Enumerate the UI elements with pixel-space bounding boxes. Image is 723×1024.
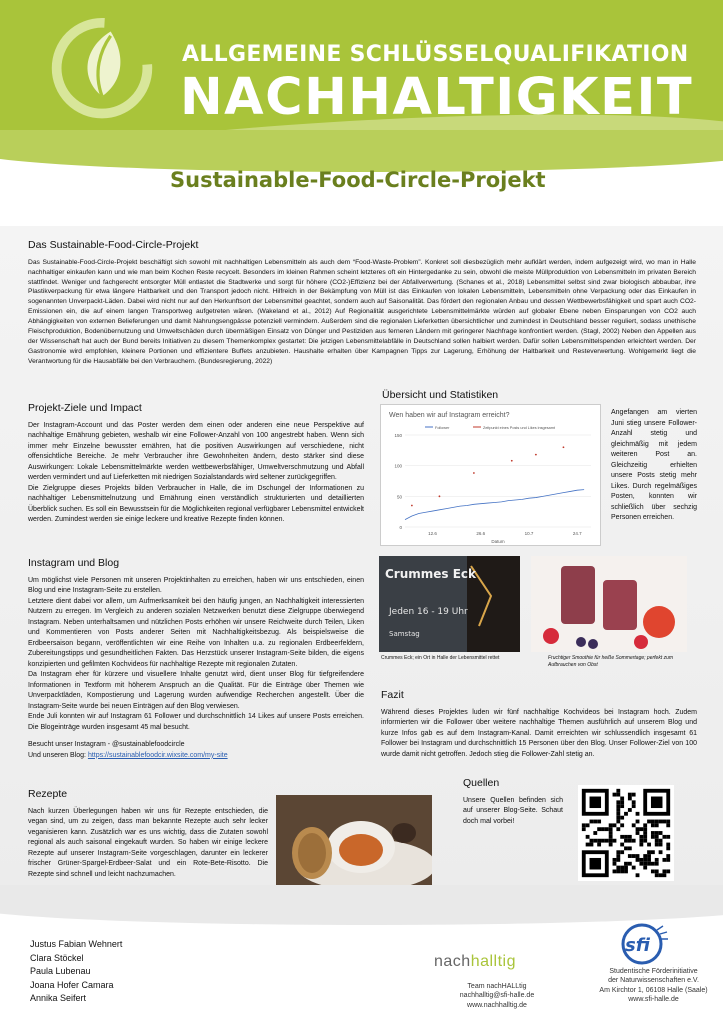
- author-name: Paula Lubenau: [30, 966, 91, 976]
- sfi-line: Am Kirchtor 1, 06108 Halle (Saale): [599, 986, 708, 994]
- sfi-contact: [596, 967, 711, 1005]
- post-point: [473, 472, 475, 474]
- recipes-text: Nach kurzen Überlegungen haben wir uns für Rezepte entschieden, die vegan sind, um zu zeigen, dass man bekannte Rezepte auch sehr lecker veganisieren kann. Zusätzlich war es uns wichtig, dass die Zutaten sowohl regional als auch saisonal eingekauft wurden. So haben wir einige leckere Rezepte auf unserer Instagram-Seite vorgeschlagen, darunter ein leckerer frischer Grüner-Spargel-Erdbeer-Salat und ein Rote-Bete-Risotto. Die Rezepte sind schnell und leicht nachzumachen.: [28, 807, 268, 878]
- instagram-handle: Besucht unser Instagram - @sustainablefoodcircle: [28, 741, 185, 749]
- qr-code-icon[interactable]: [578, 785, 674, 881]
- author-names: [30, 938, 122, 1006]
- goals-text-2: Die Zielgruppe dieses Projekts bilden Verbraucher in Halle, die im Dschungel der Informationen zu nachhaltiger Lebensmittelnutzung und Ernährung einen verständlich strukturierten und detaillierten Überblick suchen. Es soll ein Bewusstsein für die Möglichkeiten regional verfügbarer Lebensmittel entwickelt werden. Zumindest werden sie einige leckere und kreative Rezepte finden können.: [28, 484, 364, 524]
- nachhalltig-contact: [432, 982, 562, 1010]
- intro-text: Das Sustainable-Food-Circle-Projekt beschäftigt sich sowohl mit nachhaltigen Lebensmitteln als auch dem “Food-Waste-Problem”. Konkret soll diesbezüglich mehr aufklärt werden, indem aufgezeigt wird, wo man in Halle nachhaltiger einkaufen kann und wie man beim Kochen Reste recycelt. Besonders im kleinen Rahmen scheint letzteres oft ein Hintergedanke zu sein, obwohl die meiste Müllproduktion von Lebensmitteln im privaten Bereich stattfindet. Weniger und fachgerecht entsorgter Müll entlastet die Stadtwerke und sorgt für höhere (CO2-)Effizienz bei der Abfallverwertung. (Schanes et al., 2018) Lebensmittel selbst sind zwar biologisch abbaubar, ihre Plastikverpackung für etwa längere Haltbarkeit und den Transport jedoch nicht. Hilfreich in der Bekämpfung von Müll ist das Einkaufen von lokalen Lebensmitteln, Lebensmitteln ohne Verpackung oder das Einkaufen in sogenannten Unverpackt-Läden. Dabei wird nicht nur auf den Herkunftsort der Lebensmittel geachtet, sondern auch auf Saisonalität. Das fördert den regionalen Anbau und dessen Wettbewerbsfähigkeit und spart auch CO2-Emissionen ein, die auf einem langen Transportweg aufgetreten wären. (Wakeland et al., 2012) Auf Regionalität ausgerichtete Lebensmittelmärkte würden auf globaler Ebene neben Einsparungen von CO2 auch Abhängigkeiten von externen Belieferungen und damit Nahrungsengpässe potenziell vermindern. Außerdem sind die regionalen Lieferketten übersichtlicher und zumindest in Deutschland besser reguliert, sodass unethische Fleischproduktion, Bodenübernutzung und Umweltschäden durch übermäßigen Einsatz von Dünger und Pestiziden aus ferneren Ländern mit geringerer Nachfrage konfrontiert werden. (Stagl, 2002) Neben den Appellen aus der Wissenschaft hat auch der Bund bereits Initiativen zu diesem Themenkomplex gestartet: Die jetzigen Lebensmittelabfälle in Deutschland sollen halbiert werden. Dafür sollen Lebensmittelspenden erleichtert werden. Der Gastronomie wird empfohlen, kleinere Portionen und effizientere Buffets anzubieten. Haushalte erhalten über Kampagnen Tipps zur Lagerung, Erhöhung der Haltbarkeit und Resteverwertung. Wohlgemerkt liegt die Verantwortung für die Hausabfälle bei den Verbrauchern. (Bundesregierung, 2022): [28, 258, 696, 365]
- author-name: Annika Seifert: [30, 993, 87, 1003]
- sources-text: Unsere Quellen befinden sich auf unserer Blog-Seite. Schaut doch mal vorbei!: [463, 796, 563, 825]
- legend-label: Follower: [435, 426, 450, 430]
- post-point: [563, 446, 565, 448]
- post-point: [439, 495, 441, 497]
- instagram-section: [28, 556, 364, 761]
- stats-heading: Übersicht und Statistiken: [382, 389, 499, 401]
- header-title: NACHHALTIGKEIT: [180, 68, 694, 127]
- sfi-logo-icon: [612, 922, 672, 966]
- goals-section: [28, 401, 364, 526]
- sfi-website[interactable]: www.sfi-halle.de: [628, 996, 679, 1004]
- crummes-eck-caption: Crummes Eck; ein Ort in Halle der Lebensmittel rettet: [381, 655, 500, 661]
- chalk-line-1: Jeden 16 - 19 Uhr: [389, 607, 468, 617]
- post-point: [535, 454, 537, 456]
- x-tick-label: 12.6: [428, 531, 437, 536]
- goals-heading: Projekt-Ziele und Impact: [28, 402, 142, 414]
- fazit-text: Während dieses Projektes luden wir fünf nachhaltige Kochvideos bei Instagram hoch. Zudem informierten wir die Follower über weitere nachhaltige Themen ausführlich auf unserem Blog und kurze Infos gab es auf dem Instagram-Kanal. Damit erreichten wir schlussendlich insgesamt 61 Follower bei Instagram und durchschnittlich 15 Personen über den Blog. Unser Follower-Ziel von 100 wurde damit nicht getroffen. Jedoch stieg die Follower-Zahl stetig an.: [381, 708, 697, 758]
- follower-chart-svg: [381, 405, 602, 547]
- stats-side-text: Angefangen am vierten Juni stieg unsere Follower-Anzahl stetig und gleichmäßig mit jedem weiteren Post an. Gleichzeitig erhielten unsere Posts stetig mehr Likes. Durch regelmäßiges Posten, konnten wir schließlich über sechzig Personen erreichen.: [611, 409, 697, 521]
- instagram-text-4: Ende Juli konnten wir auf Instagram 61 Follower und durchschnittlich 14 Likes auf unsere Posts erreichen. Die Blogeinträge wurden insgesamt 45 mal besucht.: [28, 713, 364, 731]
- follower-line: [405, 490, 584, 520]
- lentil-spread-image: [276, 795, 432, 895]
- smoothie-image: [531, 556, 687, 652]
- smoothie-photo: [531, 556, 687, 652]
- sources-section: [463, 776, 563, 827]
- recipe-photo: [276, 795, 432, 895]
- sfi-logo-text: sfi: [625, 935, 650, 956]
- intro-heading: Das Sustainable-Food-Circle-Projekt: [28, 239, 199, 251]
- recipes-section: [28, 787, 268, 880]
- sfi-line: Studentische Förderinitiative: [609, 968, 698, 975]
- fazit-section: [381, 688, 697, 760]
- crummes-eck-photo: [379, 556, 520, 652]
- sfi-line: der Naturwissenschaften e.V.: [608, 977, 699, 985]
- smoothie-caption: Fruchtiger Smoothie für heiße Sommertage; perfekt zum Aufbrauchen von Obst: [548, 655, 674, 668]
- poster-header: [0, 0, 723, 150]
- header-subtitle: ALLGEMEINE SCHLÜSSELQUALIFIKATION: [182, 42, 689, 67]
- chart-title: Wen haben wir auf Instagram erreicht?: [389, 412, 510, 419]
- y-tick-label: 150: [394, 433, 402, 438]
- x-tick-label: 10.7: [524, 531, 534, 536]
- project-title: Sustainable-Food-Circle-Projekt: [170, 168, 546, 192]
- chalk-title: Crummes Eck: [385, 567, 477, 581]
- nh-logo-part-b: halltig: [470, 953, 517, 970]
- blog-line: [28, 751, 364, 762]
- nh-logo-part-a: nach: [434, 953, 471, 970]
- x-tick-label: 24.7: [572, 531, 582, 536]
- nh-email[interactable]: nachhalltig@sfi-halle.de: [459, 992, 535, 1000]
- nachhalltig-logo: [434, 953, 516, 971]
- post-point: [411, 505, 413, 507]
- x-tick-label: 26.6: [476, 531, 486, 536]
- leaf-logo-icon: [48, 12, 156, 120]
- instagram-text-3: Da Instagram eher für kürzere und visuellere Inhalte genutzt wird, dient unser Blog für tiefgreifendere Informationen in Textform mit höherem Anspruch an die Qualität. Für die Einträge über Themen wie Unverpacktläden, Kompostierung und Lagerung wurden aufwendige Recherchen angestellt. Über die Instagram-Seite wurde bei neuen Einträgen auf den Blog verwiesen.: [28, 671, 364, 710]
- author-name: Justus Fabian Wehnert: [30, 939, 123, 949]
- instagram-heading: Instagram und Blog: [28, 557, 120, 569]
- author-name: Clara Stöckel: [30, 952, 84, 963]
- fazit-heading: Fazit: [381, 689, 404, 701]
- y-tick-label: 0: [399, 525, 402, 530]
- chalkboard-image: [379, 556, 520, 652]
- nh-website[interactable]: www.nachhalltig.de: [467, 1001, 527, 1009]
- follower-chart: [380, 404, 601, 546]
- blog-prefix: Und unseren Blog:: [28, 751, 88, 759]
- goals-text-1: Der Instagram-Account und das Poster werden dem einen oder anderen eine neue Perspektive auf nachhaltige Ernährung gebieten, weshalb wir eine Follower-Anzahl von 100 angestrebt haben. Wenn sich immer mehr Einzelne bewusster ernähren, hat die positiven Auswirkungen auf verschiedene, nicht offensichtliche Bereiche. Je mehr Verbraucher ihre Gewohnheiten ändern, desto stärker sind diese Auswirkungen: Lokale Lebensmittelmärkte werden wettbewerbsfähiger, Umweltverschmutzung und Abfall werden vermindert und auf Lieferketten mit niedrigen Sozialstandards wird seltener zurückgegriffen.: [28, 421, 364, 482]
- chalk-line-2: Samstag: [389, 630, 420, 638]
- intro-section: [28, 238, 696, 367]
- blog-link[interactable]: https://sustainablefoodcir.wixsite.com/my-site: [87, 751, 228, 759]
- author-name: Joana Hofer Camara: [30, 979, 114, 990]
- post-point: [511, 460, 513, 462]
- instagram-text-1: Um möglichst viele Personen mit unseren Projektinhalten zu erreichen, haben wir uns entschieden, einen Blog und eine Instagram-Seite zu erstellen.: [28, 576, 364, 595]
- x-axis-label: Datum: [491, 539, 505, 544]
- y-tick-label: 50: [396, 494, 402, 500]
- y-tick-label: 100: [394, 463, 402, 469]
- instagram-text-2: Letztere dient dabei vor allem, um Aufmerksamkeit bei den häufig jungen, an Nachhaltigkeit interessierten Nutzern zu erregen. Im Vergleich zu anderen sozialen Netzwerken benutzt diese Zielgruppe überwiegend Instagram. Neben unterhaltsamen und nützlichen Posts erhöhen wir unsere Reichweite durch Teilen, Liken und Kommentieren von Posts anderer Seiten mit Nachhaltigkeitsbezug. Als beispielsweise die Erdbeersaison begann, veröffentlichten wir eine Reihe von Inhalten u.a. zu regionalen Erdbeerfeldern, Zubereitungstipps und gesundheitlichen Fakten. Das Herzstück unserer Instagram-Seite bilden, die eigens konzipierten und gefilmten Kochvideos für nachhaltige Rezepte mit regionalen Zutaten.: [28, 597, 364, 668]
- recipes-heading: Rezepte: [28, 788, 68, 800]
- legend-label: Zeitpunkt eines Posts und Likes insgesamt: [483, 426, 555, 430]
- nh-team: Team nachHALLtig: [467, 983, 527, 990]
- sources-heading: Quellen: [463, 777, 500, 789]
